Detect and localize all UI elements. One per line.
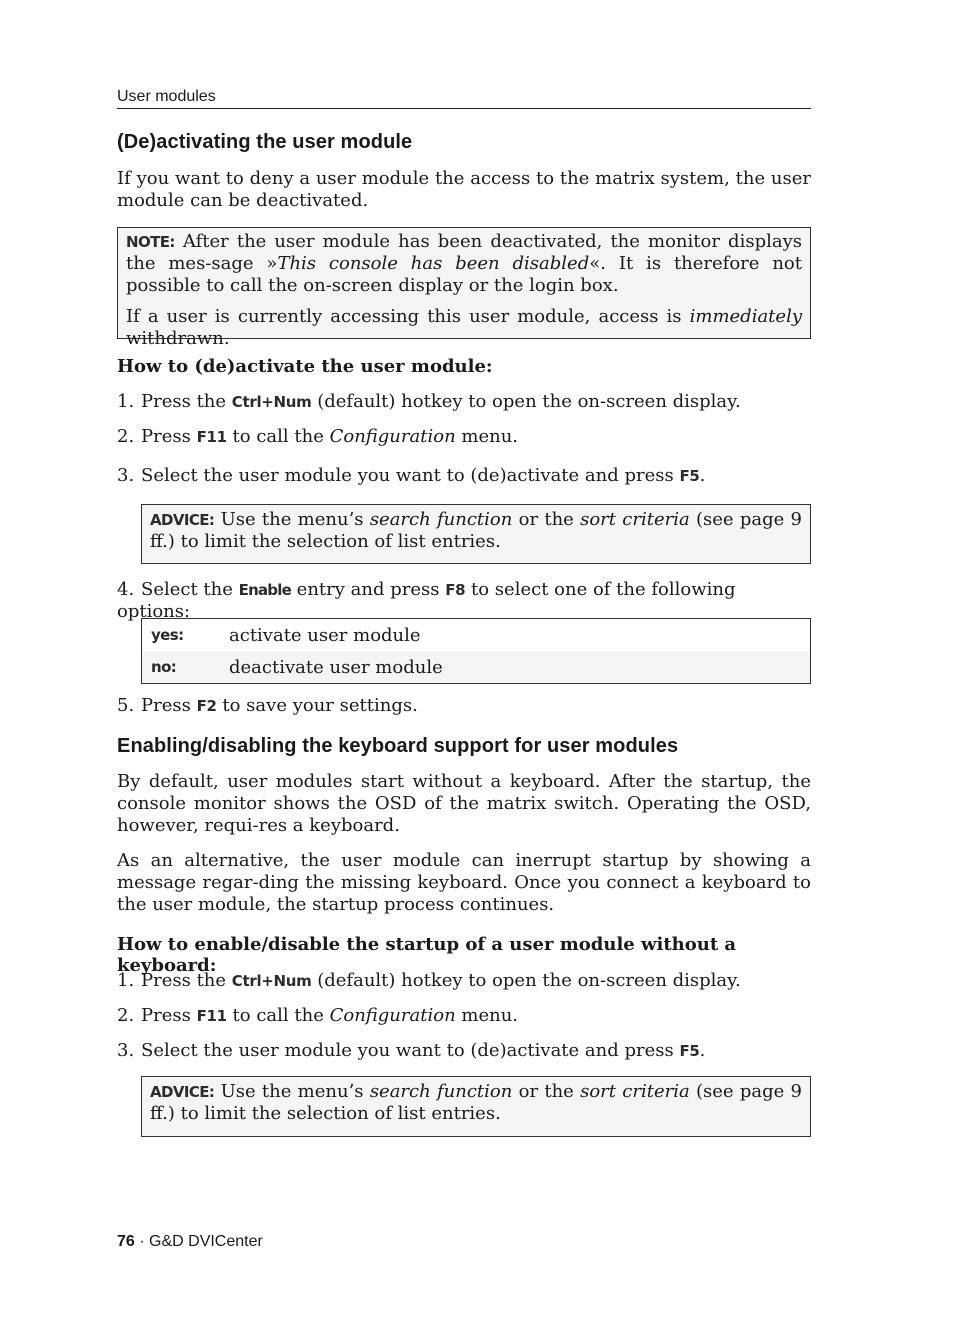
advice-box: ADVICE: Use the menu’s search function or the sort criteria (see page 9 ff.) to limit the selection of list entries. bbox=[141, 504, 811, 564]
hotkey-ctrl-num: Ctrl+Num bbox=[231, 393, 312, 411]
key-f11: F11 bbox=[196, 428, 227, 446]
key-f11: F11 bbox=[196, 1007, 227, 1025]
howto-heading-deactivate: How to (de)activate the user module: bbox=[117, 356, 493, 377]
step-1: 1. Press the Ctrl+Num (default) hotkey to open the on-screen display. bbox=[117, 391, 741, 412]
enable-entry-label: Enable bbox=[238, 581, 291, 599]
note-box bbox=[117, 227, 811, 349]
key-f8: F8 bbox=[445, 581, 466, 599]
document-title: G&D DVICenter bbox=[149, 1233, 263, 1250]
option-row bbox=[142, 619, 810, 651]
key-f5: F5 bbox=[679, 467, 700, 485]
note-label: NOTE: bbox=[126, 233, 175, 251]
step-5: 5. Press F2 to save your settings. bbox=[117, 695, 418, 716]
advice-box: ADVICE: Use the menu’s search function or the sort criteria (see page 9 ff.) to limit the selection of list entries. bbox=[141, 1076, 811, 1137]
keyboard-paragraph-2: As an alternative, the user module can inerrupt startup by showing a message regar-ding the missing keyboard. Once you connect a keyboard to the user module, the startup process continues. bbox=[117, 850, 811, 915]
advice-label: ADVICE: bbox=[150, 1083, 215, 1101]
running-header: User modules bbox=[117, 88, 811, 109]
hotkey-ctrl-num: Ctrl+Num bbox=[231, 972, 312, 990]
section-heading-deactivate: (De)activating the user module bbox=[117, 131, 413, 153]
options-table bbox=[141, 618, 811, 684]
step-4: 4. Select the Enable entry and press F8 to select one of the following options: bbox=[117, 579, 736, 622]
key-f2: F2 bbox=[196, 697, 217, 715]
note-paragraph-2: If a user is currently accessing this user module, access is immediately withdrawn. bbox=[126, 306, 802, 349]
step-2: 2. Press F11 to call the Configuration menu. bbox=[117, 1005, 519, 1026]
option-description: activate user module bbox=[229, 624, 421, 646]
intro-paragraph: If you want to deny a user module the access to the matrix system, the user module can be deactivated. bbox=[117, 168, 811, 211]
section-heading-keyboard-support: Enabling/disabling the keyboard support for user modules bbox=[117, 735, 679, 757]
option-row bbox=[142, 651, 810, 683]
step-2: 2. Press F11 to call the Configuration menu. bbox=[117, 426, 519, 447]
keyboard-paragraph-1: By default, user modules start without a keyboard. After the startup, the console monitor shows the OSD of the matrix switch. Operating the OSD, however, requi-res a keyboard. bbox=[117, 771, 811, 836]
step-1: 1. Press the Ctrl+Num (default) hotkey to open the on-screen display. bbox=[117, 970, 741, 991]
page-footer: 76 · G&D DVICenter bbox=[117, 1233, 263, 1250]
note-paragraph-1: NOTE: After the user module has been deactivated, the monitor displays the mes-sage »This console has been disabled«. It is therefore not possible to call the on-screen display or the login box. bbox=[126, 231, 802, 296]
key-f5: F5 bbox=[679, 1042, 700, 1060]
option-key: no: bbox=[151, 658, 177, 676]
option-description: deactivate user module bbox=[229, 656, 443, 678]
option-key: yes: bbox=[151, 626, 184, 644]
step-3: 3. Select the user module you want to (de)activate and press F5. bbox=[117, 1040, 706, 1061]
step-3: 3. Select the user module you want to (de)activate and press F5. bbox=[117, 465, 706, 486]
advice-label: ADVICE: bbox=[150, 511, 215, 529]
howto-heading-keyboard: How to enable/disable the startup of a user module without a keyboard: bbox=[117, 934, 737, 976]
page-number: 76 bbox=[117, 1233, 135, 1250]
